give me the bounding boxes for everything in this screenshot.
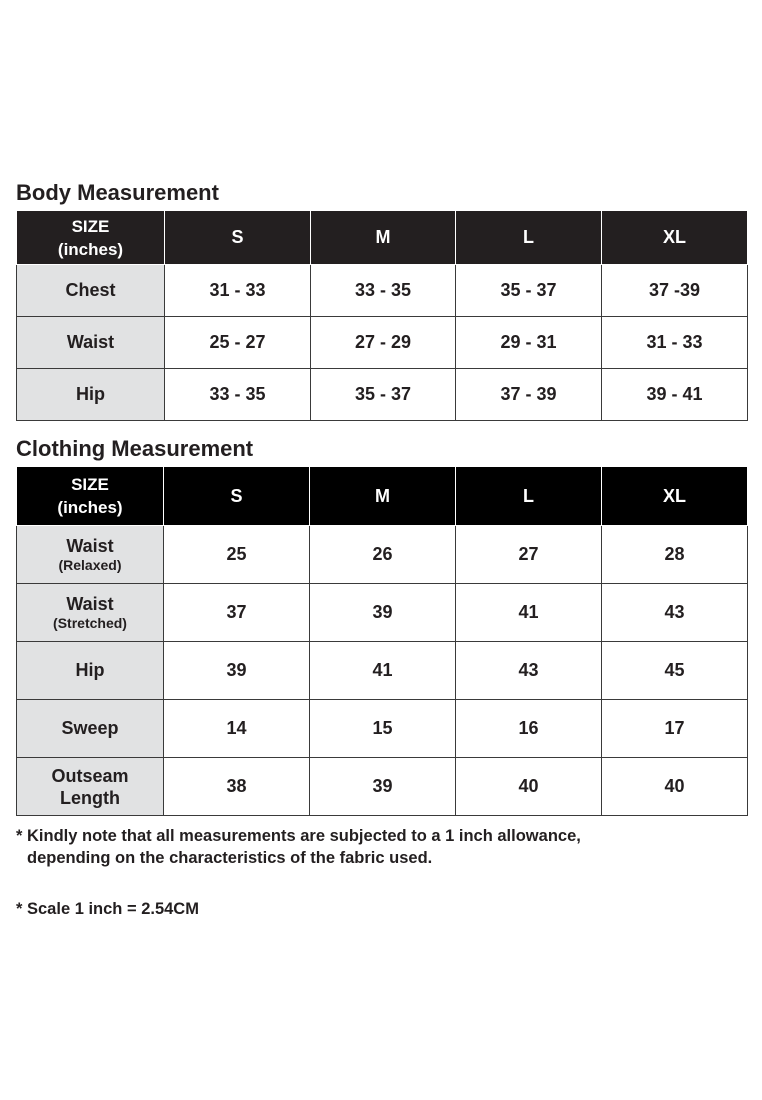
row-sublabel: (Relaxed)	[58, 557, 122, 573]
row-label-text: Outseam	[51, 765, 129, 786]
table-cell: 25	[164, 526, 310, 584]
table-cell: 37	[164, 584, 310, 642]
table-cell: 14	[164, 700, 310, 758]
table-cell: 40	[602, 758, 748, 816]
table-row	[17, 758, 748, 816]
table-cell: 35 - 37	[456, 265, 602, 317]
clothing-measurement-table	[16, 466, 748, 816]
size-header-unit: (inches)	[57, 239, 124, 259]
table-cell: 26	[310, 526, 456, 584]
row-label-text: Waist	[66, 536, 114, 556]
row-sublabel: (Stretched)	[53, 615, 127, 631]
table-cell: 38	[164, 758, 310, 816]
table-cell: 40	[456, 758, 602, 816]
table-cell: 15	[310, 700, 456, 758]
size-header	[17, 467, 164, 526]
table-row	[17, 642, 748, 700]
table-cell: 39	[310, 758, 456, 816]
body-measurement-table	[16, 210, 748, 421]
table-cell: 41	[456, 584, 602, 642]
size-s-header: S	[165, 211, 311, 265]
row-label-text: Waist	[66, 594, 114, 614]
table-cell: 33 - 35	[311, 265, 456, 317]
table-cell: 17	[602, 700, 748, 758]
scale-note: * Scale 1 inch = 2.54CM	[16, 900, 199, 918]
row-label-outseam-length	[17, 758, 164, 816]
table-cell: 37 -39	[602, 265, 748, 317]
table-cell: 33 - 35	[165, 369, 311, 421]
size-header	[17, 211, 165, 265]
size-header-unit: (inches)	[57, 498, 123, 517]
allowance-note	[16, 825, 736, 869]
size-xl-header: XL	[602, 211, 748, 265]
size-m-header: M	[311, 211, 456, 265]
table-row	[17, 700, 748, 758]
table-cell: 39 - 41	[602, 369, 748, 421]
table-cell: 39	[164, 642, 310, 700]
table-row	[17, 526, 748, 584]
body-measurement-title: Body Measurement	[16, 180, 219, 205]
table-cell: 41	[310, 642, 456, 700]
clothing-measurement-title: Clothing Measurement	[16, 436, 254, 461]
table-row	[17, 584, 748, 642]
row-label-chest: Chest	[17, 265, 165, 317]
size-l-header: L	[456, 467, 602, 526]
table-cell: 37 - 39	[456, 369, 602, 421]
row-label-waist: Waist	[17, 317, 165, 369]
table-cell: 45	[602, 642, 748, 700]
table-cell: 35 - 37	[311, 369, 456, 421]
size-m-header: M	[310, 467, 456, 526]
row-label-hip: Hip	[17, 642, 164, 700]
table-cell: 31 - 33	[602, 317, 748, 369]
table-cell: 29 - 31	[456, 317, 602, 369]
table-row	[17, 317, 748, 369]
table-cell: 39	[310, 584, 456, 642]
table-cell: 25 - 27	[165, 317, 311, 369]
row-label-waist-stretched	[17, 584, 164, 642]
table-cell: 28	[602, 526, 748, 584]
size-xl-header: XL	[602, 467, 748, 526]
header-row	[17, 467, 748, 526]
size-s-header: S	[164, 467, 310, 526]
row-label-sweep: Sweep	[17, 700, 164, 758]
table-cell: 43	[602, 584, 748, 642]
size-header-label: SIZE	[71, 475, 109, 494]
size-header-label: SIZE	[71, 216, 110, 236]
row-label-waist-relaxed	[17, 526, 164, 584]
table-cell: 31 - 33	[165, 265, 311, 317]
size-l-header: L	[456, 211, 602, 265]
allowance-note-line1: * Kindly note that all measurements are subjected to a 1 inch allowance,	[16, 827, 581, 845]
table-cell: 27 - 29	[311, 317, 456, 369]
table-cell: 27	[456, 526, 602, 584]
row-label-hip: Hip	[17, 369, 165, 421]
table-row	[17, 265, 748, 317]
table-cell: 43	[456, 642, 602, 700]
allowance-note-line2: depending on the characteristics of the fabric used.	[27, 849, 433, 867]
header-row	[17, 211, 748, 265]
table-row	[17, 369, 748, 421]
table-cell: 16	[456, 700, 602, 758]
row-label-text-line2: Length	[60, 787, 120, 808]
